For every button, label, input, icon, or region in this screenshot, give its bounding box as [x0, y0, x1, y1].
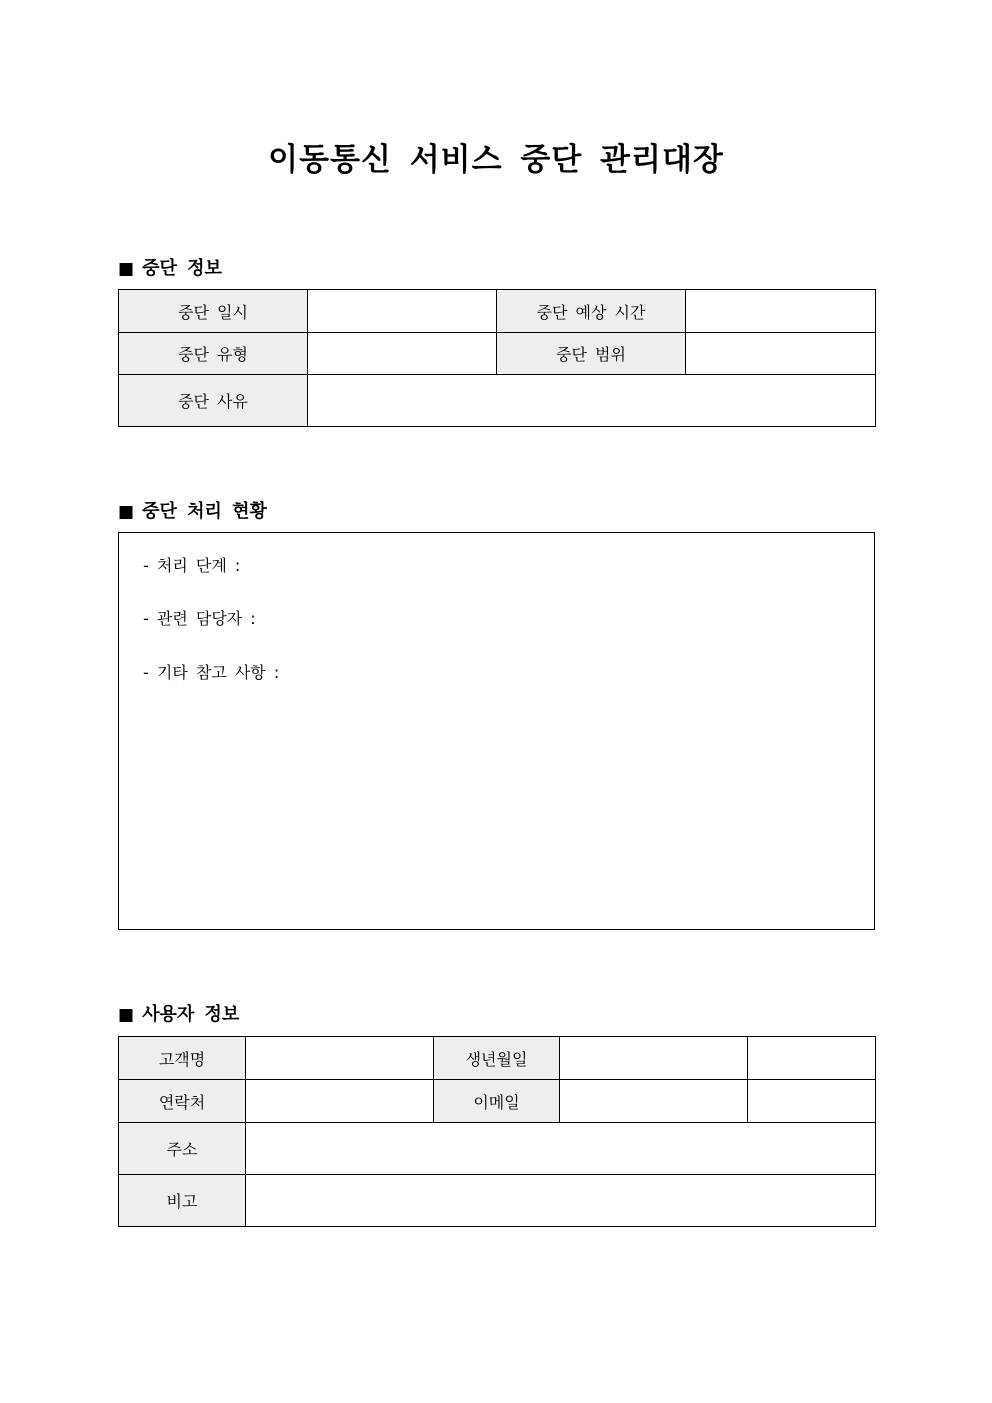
label-remarks: 비고	[119, 1175, 246, 1227]
label-scope: 중단 범위	[497, 333, 686, 375]
status-item-notes	[143, 660, 279, 683]
field-type[interactable]	[308, 333, 497, 375]
square-bullet-icon: ■	[118, 502, 135, 522]
label-birthdate: 생년월일	[434, 1037, 560, 1080]
status-item-manager	[143, 606, 256, 629]
section-user-info-heading	[118, 1000, 239, 1026]
section-title: 중단 정보	[142, 258, 222, 279]
square-bullet-icon: ■	[118, 259, 135, 279]
square-bullet-icon: ■	[118, 1005, 135, 1025]
field-datetime[interactable]	[308, 290, 497, 333]
field-birthdate[interactable]	[560, 1037, 748, 1080]
field-customer-name[interactable]	[246, 1037, 434, 1080]
document-title: 이동통신 서비스 중단 관리대장	[268, 142, 724, 178]
interruption-info-table	[118, 289, 876, 427]
status-item-stage	[143, 553, 240, 576]
user-info-table	[118, 1036, 876, 1227]
status-item-label: - 기타 참고 사항 :	[143, 663, 280, 682]
field-remarks[interactable]	[246, 1175, 876, 1227]
section-title: 중단 처리 현황	[142, 501, 267, 522]
processing-status-box[interactable]	[118, 532, 875, 930]
label-customer-name: 고객명	[119, 1037, 246, 1080]
label-contact: 연락처	[119, 1080, 246, 1123]
label-reason: 중단 사유	[119, 375, 308, 427]
status-item-label: - 관련 담당자 :	[143, 609, 256, 628]
field-extra-1[interactable]	[748, 1037, 876, 1080]
section-processing-status-heading	[118, 497, 267, 523]
field-extra-2[interactable]	[748, 1080, 876, 1123]
label-address: 주소	[119, 1123, 246, 1175]
field-scope[interactable]	[686, 333, 876, 375]
label-expected-time: 중단 예상 시간	[497, 290, 686, 333]
field-reason[interactable]	[308, 375, 876, 427]
field-expected-time[interactable]	[686, 290, 876, 333]
label-type: 중단 유형	[119, 333, 308, 375]
section-title: 사용자 정보	[142, 1004, 240, 1025]
status-item-label: - 처리 단계 :	[143, 556, 241, 575]
field-address[interactable]	[246, 1123, 876, 1175]
label-datetime: 중단 일시	[119, 290, 308, 333]
field-email[interactable]	[560, 1080, 748, 1123]
label-email: 이메일	[434, 1080, 560, 1123]
field-contact[interactable]	[246, 1080, 434, 1123]
section-interruption-info-heading	[118, 254, 222, 280]
